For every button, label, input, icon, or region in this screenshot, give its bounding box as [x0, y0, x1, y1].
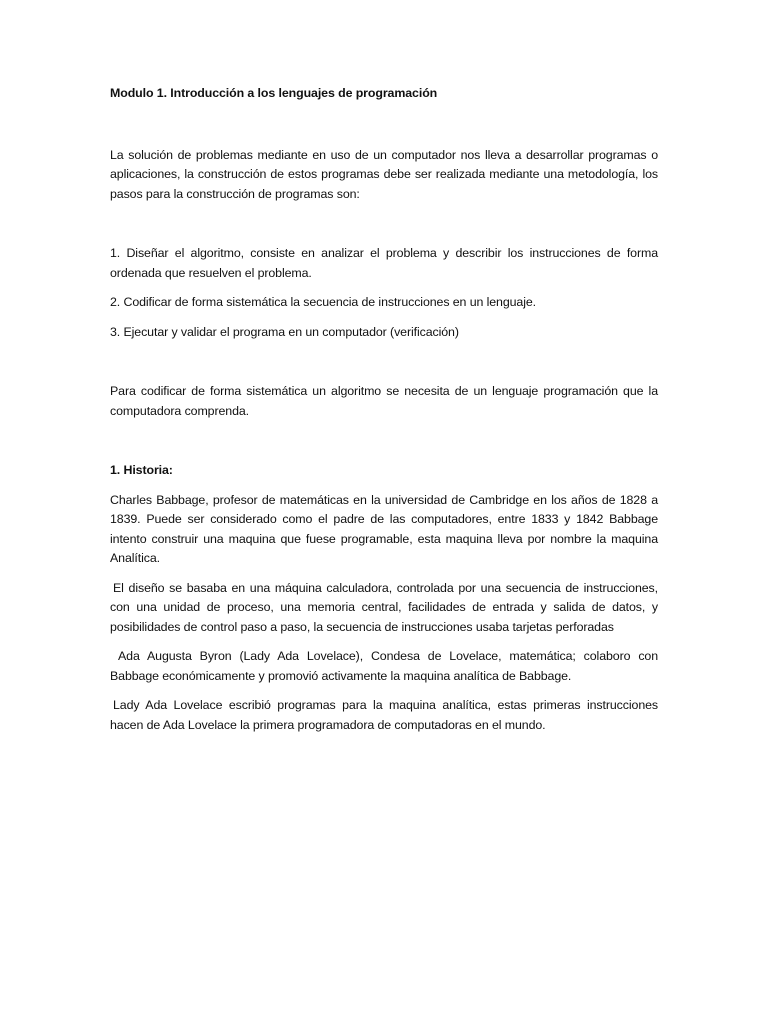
history-paragraph-design: El diseño se basaba en una máquina calculadora, controlada por una secuencia de instrucciones, con una unidad de proceso, una memoria central, facilidades de entrada y salida de datos, y posibilidades de control paso a paso, la secuencia de instrucciones usaba tarjetas perforadas: [110, 580, 658, 634]
history-paragraph-ada: Ada Augusta Byron (Lady Ada Lovelace), Condesa de Lovelace, matemática; colaboro con Babbage económicamente y promovió activamente la maquina analítica de Babbage.: [110, 649, 658, 683]
document-title: Modulo 1. Introducción a los lenguajes de programación: [110, 86, 438, 100]
intro-paragraph: La solución de problemas mediante en uso de un computador nos lleva a desarrollar programas o aplicaciones, la construcción de estos programas debe ser realizada mediante una metodología, los pasos para la construcción de programas son:: [110, 147, 658, 201]
document-body: [110, 84, 658, 745]
step-item-3: 3. Ejecutar y validar el programa en un computador (verificación): [110, 324, 459, 339]
step-item-2: 2. Codificar de forma sistemática la secuencia de instrucciones en un lenguaje.: [110, 295, 537, 309]
history-paragraph-lovelace: Lady Ada Lovelace escribió programas para la maquina analítica, estas primeras instrucciones hacen de Ada Lovelace la primera programadora de computadoras en el mundo.: [110, 698, 658, 732]
history-paragraph-babbage: Charles Babbage, profesor de matemáticas en la universidad de Cambridge en los años de 1828 a 1839. Puede ser considerado como el padre de las computadores, entre 1833 y 1842 Babbage intento construir una maquina que fuese programable, esta maquina lleva por nombre la maquina Analítica.: [110, 492, 658, 565]
history-heading: 1. Historia:: [110, 463, 173, 477]
codify-paragraph: Para codificar de forma sistemática un algoritmo se necesita de un lenguaje programación que la computadora comprenda.: [110, 384, 658, 418]
step-item-1: 1. Diseñar el algoritmo, consiste en analizar el problema y describir los instrucciones de forma ordenada que resuelven el problema.: [110, 246, 658, 280]
